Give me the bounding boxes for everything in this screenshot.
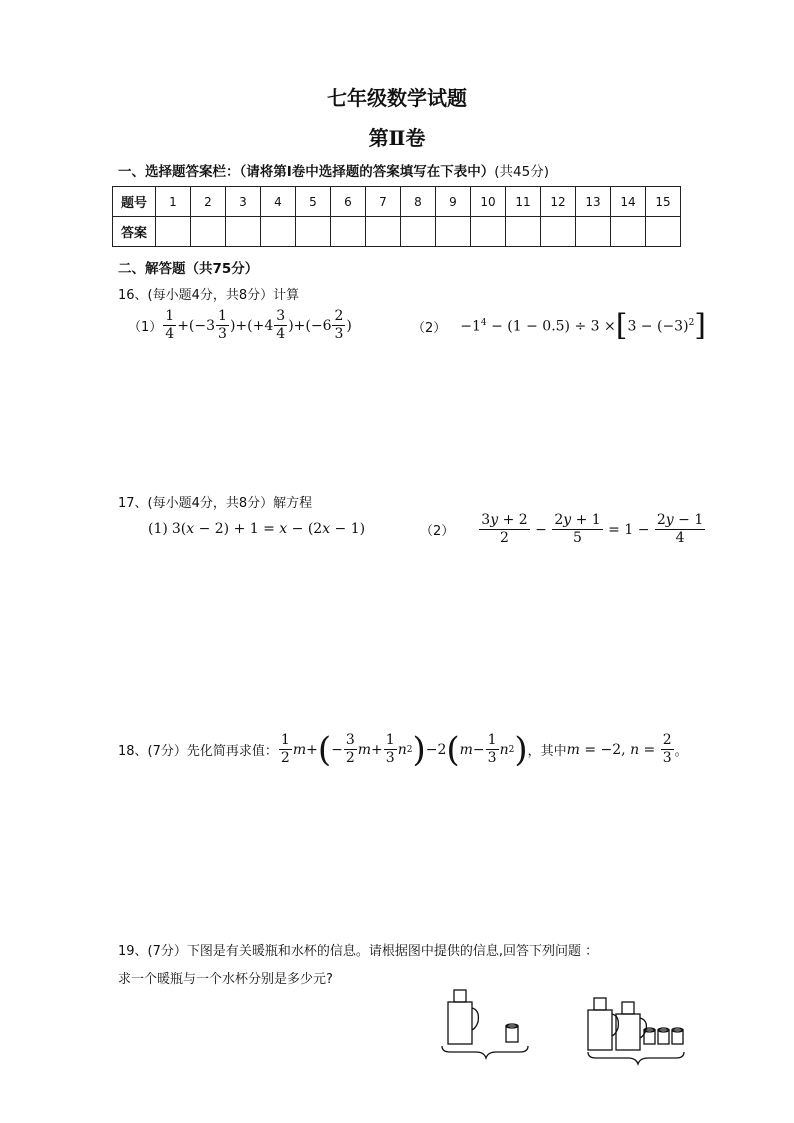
cup-icon: [506, 1024, 518, 1042]
exam-subtitle: 第Ⅱ卷: [368, 126, 426, 150]
fraction: $\frac{1}{4}$: [165, 308, 175, 342]
section2-heading: 二、解答题（共75分）: [118, 261, 259, 277]
thermos-cup-illustration: [436, 984, 696, 1074]
q18-tail: ，其中: [527, 744, 567, 759]
q18-end: 。: [674, 744, 688, 759]
q17-part2: （2） $\frac{3y + 2}{2}$ − $\frac{2y + 1}{5}$ = 1 − $\frac{2y - 1}{4}$: [420, 512, 704, 546]
answer-cell[interactable]: [576, 217, 611, 247]
question-number-cell: 9: [436, 187, 471, 217]
question-number-cell: 15: [646, 187, 681, 217]
q17-part1: (1) 3(x − 2) + 1 = x − (2x − 1): [148, 521, 366, 537]
fraction: $\frac{2y - 1}{4}$: [656, 512, 704, 546]
question-number-cell: 14: [611, 187, 646, 217]
q17-part1-label: (1): [148, 521, 168, 537]
answer-cell[interactable]: [646, 217, 681, 247]
thermos-icon: [616, 1002, 646, 1050]
answer-table-number-row: [113, 187, 681, 217]
answer-cell[interactable]: [156, 217, 191, 247]
brace-icon: [442, 1046, 528, 1058]
q18-header: 18、(7分）先化简再求值：: [118, 744, 278, 759]
question-number-cell: 6: [331, 187, 366, 217]
brace-icon: [588, 1052, 684, 1064]
fraction: $\frac{1}{3}$: [385, 732, 395, 766]
answer-table: [112, 186, 681, 247]
question-number-cell: 3: [226, 187, 261, 217]
answer-cell[interactable]: [611, 217, 646, 247]
answer-cell[interactable]: [191, 217, 226, 247]
cup-icon: [658, 1028, 669, 1044]
answer-cell[interactable]: [296, 217, 331, 247]
question-number-cell: 2: [191, 187, 226, 217]
q18: 18、(7分）先化简再求值： $\frac{1}{2}$ m + ( − $\frac{3}{2}$ m + $\frac{1}{3}$ n 2 ) −2 ( m − $\frac{1}{3}$ n 2 ) ，其中 m = −2, n = $\frac{2}{3}$ 。: [118, 729, 688, 770]
cup-icon: [672, 1028, 683, 1044]
question-number-cell: 7: [366, 187, 401, 217]
question-number-cell: 8: [401, 187, 436, 217]
question-number-cell: 12: [541, 187, 576, 217]
section1-heading-text: 一、选择题答案栏：（请将第Ⅰ卷中选择题的答案填写在下表中）: [118, 164, 495, 180]
q16-part2: （2） $-1^4 - (1 - 0.5) \div 3$ × [ $3 - (-3)^2$ ]: [412, 308, 707, 343]
question-number-cell: 4: [261, 187, 296, 217]
fraction: $\frac{3}{4}$: [276, 308, 286, 342]
q19-line1: 19、(7分）下图是有关暖瓶和水杯的信息。请根据图中提供的信息,回答下列问题 ：: [118, 944, 599, 959]
answer-cell[interactable]: [366, 217, 401, 247]
q16-header: 16、(每小题4分，共8分）计算: [118, 288, 300, 303]
q16-part1: （1） $\frac{1}{4}$ +(−3 $\frac{1}{3}$ )+(+4 $\frac{3}{4}$ )+(−6 $\frac{2}{3}$ ): [128, 308, 352, 342]
q16-part1-label: （1）: [128, 320, 163, 335]
cup-icon: [644, 1028, 655, 1044]
fraction: $\frac{1}{3}$: [218, 308, 227, 342]
answer-cell[interactable]: [506, 217, 541, 247]
answer-cell[interactable]: [226, 217, 261, 247]
answer-table-answer-row: [113, 217, 681, 247]
q16-part2-label: （2）: [412, 320, 447, 336]
answer-cell[interactable]: [401, 217, 436, 247]
q19-line2: 求一个暖瓶与一个水杯分别是多少元?: [118, 972, 333, 987]
fraction: $\frac{3}{2}$: [345, 732, 355, 766]
question-number-cell: 10: [471, 187, 506, 217]
question-number-cell: 1: [156, 187, 191, 217]
question-number-cell: 13: [576, 187, 611, 217]
section1-heading: [118, 160, 549, 180]
answer-cell[interactable]: [261, 217, 296, 247]
answer-cell[interactable]: [541, 217, 576, 247]
question-number-cell: 5: [296, 187, 331, 217]
fraction: $\frac{1}{3}$: [487, 732, 497, 766]
fraction: $\frac{2}{3}$: [662, 732, 672, 766]
thermos-icon: [588, 998, 618, 1050]
section1-points: (共45分): [494, 164, 549, 180]
thermos-icon: [448, 990, 478, 1044]
exam-title: 七年级数学试题: [327, 86, 467, 110]
fraction: $\frac{2y + 1}{5}$: [554, 512, 601, 546]
fraction: $\frac{3y + 2}{2}$: [481, 512, 528, 546]
row-label-question-number: 题号: [113, 187, 156, 217]
answer-cell[interactable]: [471, 217, 506, 247]
answer-cell[interactable]: [331, 217, 366, 247]
q17-header: 17、(每小题4分，共8分）解方程: [118, 496, 313, 511]
question-number-cell: 11: [506, 187, 541, 217]
fraction: $\frac{2}{3}$: [334, 308, 344, 342]
fraction: $\frac{1}{2}$: [280, 732, 290, 766]
row-label-answer: 答案: [113, 217, 156, 247]
q17-part2-label: （2）: [420, 524, 455, 539]
answer-cell[interactable]: [436, 217, 471, 247]
